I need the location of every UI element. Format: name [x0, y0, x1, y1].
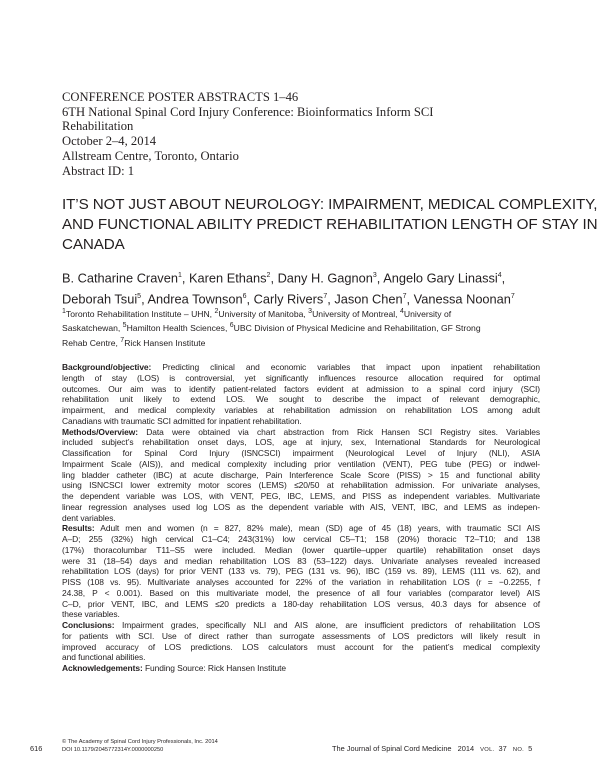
doi: DOI 10.1179/2045772314Y.0000000250: [62, 747, 164, 753]
affiliation-marker: 6: [242, 293, 247, 301]
conclusions-section: [62, 620, 540, 663]
header-line-venue: Allstream Centre, Toronto, Ontario: [62, 148, 239, 163]
affiliation-number: 3: [308, 308, 313, 315]
affiliation-number: 7: [120, 336, 125, 344]
abstract-line: [62, 523, 540, 534]
section-label-acknowledgements: Acknowledgements:: [62, 663, 143, 673]
abstract-line: outcomes. Our aim was to identify patient-related factors evident at admission to a spinal cord injury (SCI): [62, 383, 540, 394]
author-name: Angelo Gary Linassi: [383, 270, 498, 286]
affiliation-number: 6: [229, 322, 234, 330]
abstract-text: Funding Source: Rick Hansen Institute: [144, 663, 286, 673]
affiliation-text: Rick Hansen Institute: [124, 337, 206, 348]
affiliation-text: University of Manitoba,: [218, 308, 306, 319]
abstract-line: [62, 620, 540, 631]
header-line-abstract-id: Abstract ID: 1: [62, 163, 135, 178]
affiliation-text: Toronto Rehabilitation Institute – UHN,: [65, 308, 213, 319]
abstract-line: PISS (108 vs. 95). Multivariate analyses accounted for 22% of the variation in rehabilitation LOS (r = −0.2255, f: [62, 577, 540, 587]
affiliation-text: University of: [403, 308, 452, 319]
affiliation-line: [62, 335, 562, 349]
abstract-line: were 31 (18–54) days and median rehabilitation LOS 83 (53–122) days. Univariate analyses revealed increased: [62, 555, 540, 566]
abstract-line: 24.38, P < 0.001). Based on this multivariate model, the presence of all four variables (comparator level) AIS: [62, 587, 540, 598]
background-section: [62, 362, 540, 427]
issue-number: 5: [528, 744, 533, 753]
abstract-line: [62, 362, 540, 373]
affiliation-text: UBC Division of Physical Medicine and Rehabilitation, GF Strong: [233, 323, 481, 334]
abstract-line: Impairment Scale (AIS)), and medical complexity including prior ventilation (VENT), PEG tube (PEG) or indwel-: [62, 458, 540, 469]
abstract-line: using ISNCSCI lower extremity motor scores (LEMS) ≤20/50 at rehabilitation admission. For univariate analyses,: [62, 480, 540, 491]
abstract-line: the dependent variable was LOS, with VENT, PEG, IBC, LEMS, and PISS as independent variables. Multivariate: [62, 491, 540, 501]
affiliation-line: [62, 306, 562, 320]
section-label-methods: Methods/Overview:: [62, 426, 139, 437]
volume-label: VOL.: [480, 747, 495, 753]
author-name: Dany H. Gagnon: [277, 270, 373, 286]
affiliation-marker: 1: [177, 272, 182, 279]
affiliation-marker: 7: [510, 293, 515, 301]
header-line-section: CONFERENCE POSTER ABSTRACTS 1–46: [62, 90, 299, 104]
abstract-line: C–D, prior VENT, IBC, and LEMS ≤20 predicts a 180-day rehabilitation LOS versus, 40.3 days for absence of: [62, 598, 540, 609]
affiliation-number: 5: [122, 322, 127, 330]
section-label-background: Background/objective:: [62, 362, 152, 372]
abstract-text: Impairment grades, specifically NLI and AIS alone, are insufficient predictors of rehabilitation LOS: [121, 620, 540, 630]
affiliation-text: Hamilton Health Sciences,: [126, 323, 228, 334]
acknowledgements-section: [62, 663, 540, 674]
conference-header: [62, 90, 542, 178]
affiliation-list: [62, 306, 562, 349]
author-name: Vanessa Noonan: [413, 291, 511, 307]
header-line-dates: October 2–4, 2014: [62, 134, 157, 149]
title-line: AND FUNCTIONAL ABILITY PREDICT REHABILITATION LENGTH OF STAY IN: [62, 216, 598, 233]
affiliation-number: 2: [214, 308, 219, 315]
header-line-conference: 6TH National Spinal Cord Injury Conference: Bioinformatics Inform SCI: [62, 104, 434, 119]
abstract-line: [62, 427, 540, 438]
affiliation-text: Rehab Centre,: [62, 337, 118, 348]
abstract-line: Classification for Spinal Cord Injury (ISNCSCI) impairment (Neurological Level of Injury (NLI), ASIA: [62, 448, 540, 458]
affiliation-line: [62, 320, 562, 334]
abstract-line: (17%) thoracolumbar T11–S5 were included. Median (lower quartile–upper quartile) rehabilitation onset days: [62, 544, 540, 555]
affiliation-marker: 5: [137, 293, 142, 301]
affiliation-marker: 4: [497, 272, 502, 279]
affiliation-marker: 3: [372, 272, 377, 279]
title-line: IT’S NOT JUST ABOUT NEUROLOGY: IMPAIRMENT, MEDICAL COMPLEXITY,: [62, 196, 598, 213]
author-name: Jason Chen: [334, 291, 403, 307]
abstract-line: improved accuracy of LOS predictions. LOS calculators must account for the patient’s medical complexity: [62, 641, 540, 652]
section-label-conclusions: Conclusions:: [62, 620, 115, 630]
article-title: [62, 195, 598, 255]
abstract-line: linear regression analyses used log LOS as the dependent variable with AIS, VENT, IBC, and LEMS as indepen-: [62, 501, 540, 512]
affiliation-number: 4: [399, 308, 404, 315]
copyright-notice: © The Academy of Spinal Cord Injury Professionals, Inc. 2014: [62, 739, 218, 745]
affiliation-number: 1: [62, 308, 66, 315]
affiliation-marker: 7: [402, 293, 407, 301]
author-name: Carly Rivers: [253, 291, 324, 307]
abstract-line: A–D; 255 (32%) high cervical C1–C4; 243(31%) low cervical C5–T1; 158 (20%) thoracic T2–T10; and 138: [62, 534, 540, 544]
page-number: 616: [30, 744, 43, 753]
section-label-results: Results:: [62, 523, 95, 534]
abstract-line: Canadians with traumatic SCI admitted for inpatient rehabilitation.: [62, 415, 302, 426]
abstract-line: ling bladder catheter (IBC) at acute discharge, Pain Interference Scale Score (PISS) > 15 and functional ability: [62, 469, 540, 480]
abstract-line: dent variables.: [62, 512, 116, 523]
title-line: CANADA: [62, 236, 125, 253]
volume-number: 37: [498, 744, 507, 753]
author-line: Deborah Tsui$^5$, Andrea Townson$^6$, Carly Rivers$^7$, Jason Chen$^7$, Vanessa Noonan$^7$: [62, 291, 515, 307]
abstract-text: Adult men and women (n = 827, 82% male), mean (SD) age of 45 (18) years, with traumatic SCI AIS: [100, 523, 540, 534]
abstract-line: [62, 663, 540, 674]
abstract-body: [62, 362, 540, 674]
methods-section: [62, 427, 540, 524]
abstract-line: rehabilitation unit likely to extend LOS. We sought to describe the impact of relevant demographic,: [62, 394, 540, 405]
affiliation-text: Saskatchewan,: [62, 323, 121, 334]
abstract-line: included subject’s rehabilitation onset days, LOS, age at injury, sex, International Standards for Neurological: [62, 437, 540, 448]
author-name: Karen Ethans: [188, 270, 267, 286]
issue-label: NO.: [512, 747, 525, 753]
journal-name: The Journal of Spinal Cord Medicine: [332, 744, 452, 753]
journal-info: [332, 744, 536, 753]
abstract-line: rehabilitation LOS (days) for prior VENT (133 vs. 79), PEG (131 vs. 96), IBC (159 vs. 89), LEMS (111 vs. 62), and: [62, 566, 540, 577]
author-name: B. Catharine Craven: [62, 270, 178, 286]
abstract-line: these variables.: [62, 609, 120, 620]
author-name: Deborah Tsui: [62, 291, 138, 307]
affiliation-marker: 7: [323, 293, 328, 301]
results-section: [62, 523, 540, 620]
affiliation-marker: 2: [266, 272, 271, 279]
author-list: [62, 266, 562, 309]
footer-copyright-block: [62, 738, 218, 754]
affiliation-text: University of Montreal,: [312, 308, 398, 319]
header-line-conference-cont: Rehabilitation: [62, 119, 134, 134]
abstract-text: Predicting clinical and economic variables that impact upon inpatient rehabilitation: [162, 362, 541, 372]
author-name: Andrea Townson: [147, 291, 243, 307]
author-line: B. Catharine Craven$^1$, Karen Ethans$^2$, Dany H. Gagnon$^3$, Angelo Gary Linassi$^4$,: [62, 270, 506, 286]
abstract-line: length of stay (LOS) is controversial, yet significantly influences resource allocation required for optimal: [62, 372, 540, 383]
abstract-line: impairment, and medical complexity variables at rehabilitation admission on rehabilitation LOS among adult: [62, 405, 540, 415]
abstract-line: and functional abilities.: [62, 652, 146, 663]
abstract-text: Data were obtained via chart abstraction from Rick Hansen SCI Registry sites. Variables: [146, 426, 541, 437]
journal-year: 2014: [457, 744, 475, 753]
abstract-line: for patients with SCI. Use of direct rather than surrogate assessments of LOS predictors will likely result in: [62, 630, 540, 641]
